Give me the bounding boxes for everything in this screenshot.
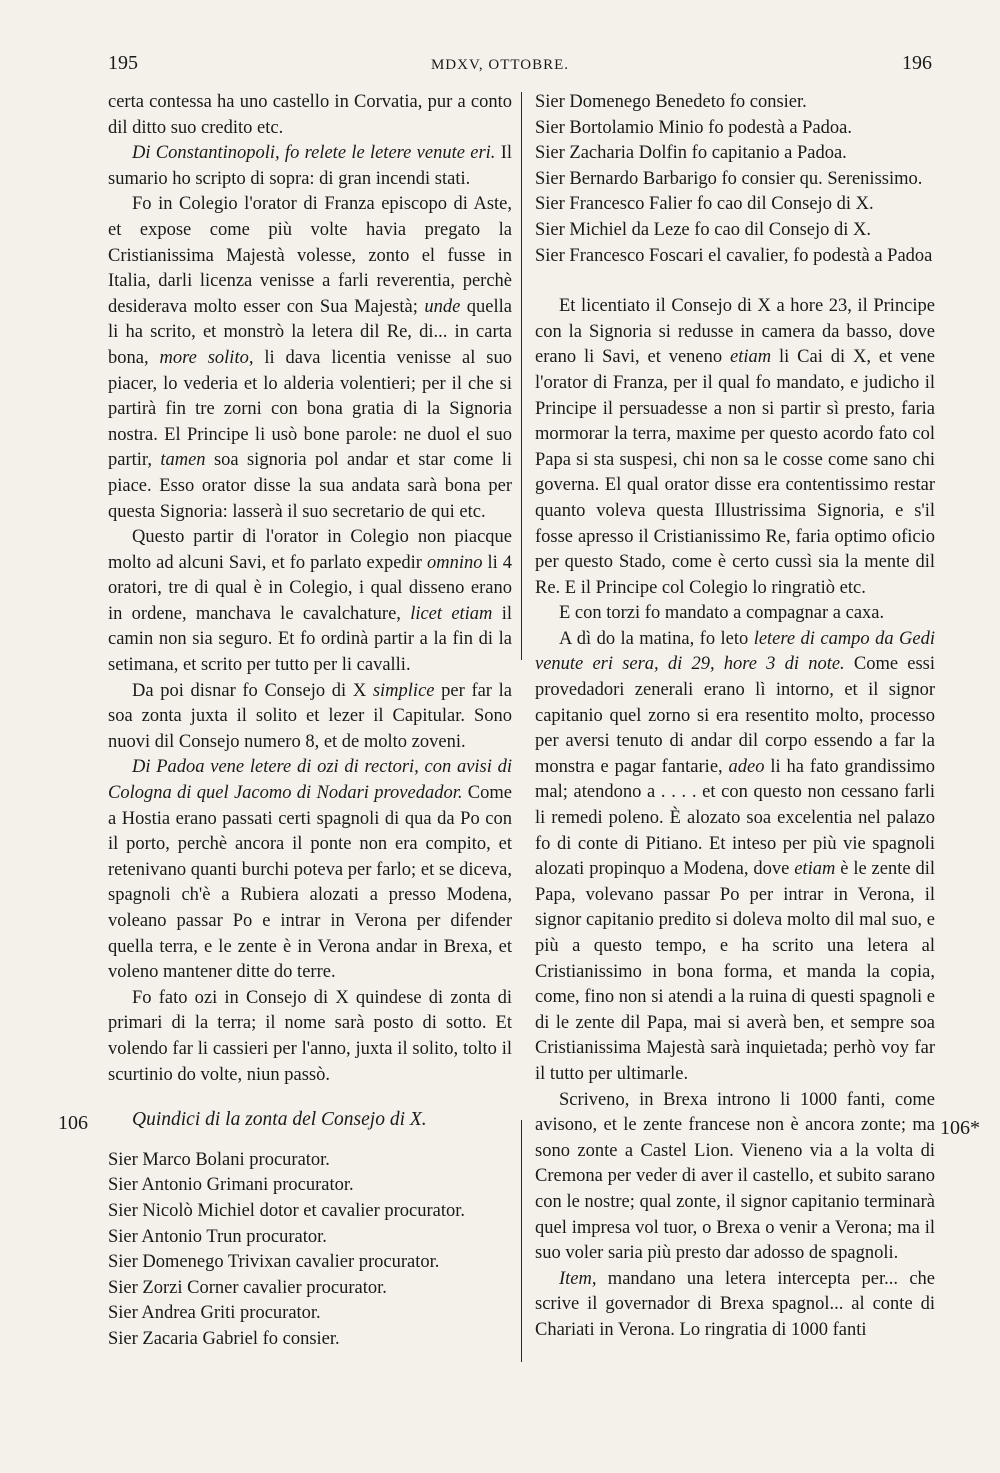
running-header: MDXV, OTTOBRE. bbox=[430, 57, 570, 73]
column-divider-lower bbox=[521, 1120, 522, 1362]
list-item: Sier Zacaria Gabriel fo consier. bbox=[108, 1328, 340, 1349]
list-item: Sier Andrea Griti procurator. bbox=[108, 1303, 321, 1324]
right-column bbox=[535, 90, 935, 1344]
list-item: Sier Michiel da Leze fo cao dil Consejo di X. bbox=[535, 219, 871, 240]
paragraph: certa contessa ha uno castello in Corvatia, pur a conto dil ditto suo credito etc. bbox=[108, 92, 512, 138]
column-divider bbox=[521, 92, 522, 660]
margin-number-right: 106* bbox=[940, 1117, 980, 1139]
paragraph: Fo in Colegio l'orator di Franza episcopo di Aste, et expose come più volte havia pregato la Cristianissima Majestà volesse, zonto el fusse in Italia, darli licenza venisse a farli reverentia, perchè desiderava molto esser con Sua Majestà; unde quella li ha scrito, et monstrò la letera dil Re, di... in carta bona, more solito, li dava licentia venisse al suo piacer, lo vederia et lo alderia volentieri; per il che si partirà fin tre zorni con bona gratia di la Signoria nostra. El Principe li usò bone parole: ne duol el suo partir, tamen soa signoria pol andar et star come li piace. Esso orator disse la sua andata sarà bona per questa Signoria: lasserà il suo secretario de qui etc. bbox=[108, 194, 513, 522]
paragraph: Item, mandano una letera intercepta per... che scrive il governador di Brexa spagnol... al conte di Chariati in Verona. Lo ringratia di 1000 fanti bbox=[535, 1268, 935, 1340]
left-column bbox=[108, 90, 512, 1353]
list-item: Sier Bortolamio Minio fo podestà a Padoa. bbox=[535, 117, 853, 138]
page-number-right: 196 bbox=[902, 52, 932, 74]
list-item: Sier Domenego Benedeto fo consier. bbox=[535, 92, 807, 112]
paragraph: Di Padoa vene letere di ozi di rectori, con avisi di Cologna di quel Jacomo di Nodari provedador. Come a Hostia erano passati certi spagnoli di qua da Po con il porto, perchè ancora il ponte non era compito, et retenivano quanti burchi poteva per farlo; et se diceva, spagnoli ch'è a Rubiera alozati a presso Modena, voleano passar Po e intrar in Verona per difender quella terra, e le zente è in Verona andar in Brexa, et voleno mantener ditte do terre. bbox=[108, 757, 512, 983]
paragraph: Et licentiato il Consejo di X a hore 23, il Principe con la Signoria si redusse in camera da basso, dove erano li Savi, et veneno etiam li Cai di X, et vene l'orator di Franza, per il qual fo mandato, e judicho il Principe il persuadesse a non si partir sì presto, faria mormorar la terra, maxime per questo acordo fato col Papa si sta suspesi, chi non sa le cosse come sano chi governa. El qual orator disse era contentissimo restar quanto voleva questa Illustrissima Signoria, e s'il fosse apresso il Cristianissimo Re, faria optimo oficio per questo Stado, come è certo cussì sia la mente dil Re. E il Principe col Colegio lo ringratiò etc. bbox=[535, 296, 936, 598]
member-list-right bbox=[535, 90, 935, 269]
paragraph: Questo partir di l'orator in Colegio non piacque molto ad alcuni Savi, et fo parlato expedir omnino li 4 oratori, tre di qual è in Colegio, i qual disseno erano in ordene, manchava le cavalchature, licet etiam il camin non sia seguro. Et fo ordinà partir a la fin di la setimana, et scrito per tutto per li cavalli. bbox=[108, 527, 513, 676]
list-item: Sier Domenego Trivixan cavalier procurator. bbox=[108, 1252, 440, 1273]
list-heading: Quindici di la zonta del Consejo di X. bbox=[132, 1109, 427, 1131]
list-item: Sier Antonio Grimani procurator. bbox=[108, 1175, 354, 1196]
list-item: Sier Zacharia Dolfin fo capitanio a Padoa. bbox=[535, 143, 847, 164]
member-list-left bbox=[108, 1148, 512, 1353]
list-item: Sier Marco Bolani procurator. bbox=[108, 1149, 330, 1170]
paragraph: E con torzi fo mandato a compagnar a caxa. bbox=[559, 603, 885, 624]
paragraph: A dì do la matina, fo leto letere di campo da Gedi venute eri sera, di 29, hore 3 di note. Come essi provedadori zenerali erano lì intorno, et il signor capitanio quel zorno si era resentito molto, processo per aversi tenuto di andar dil corpo essendo a far la monstra e pagar fantarie, adeo li ha fato grandissimo mal; atendono a . . . . et con questo non cessano farli li remedi poleno. È alozato soa excelentia nel palazo fo di conte di Pitiano. Et inteso per più vie spagnoli alozati propinquo a Modena, dove etiam è le zente dil Papa, volevano passar Po per intrar in Verona, il signor capitanio predito si doleva molto dil mal suo, e più a questo tempo, e ha scrito una letera al Cristianissimo in bona forma, et manda la copia, come, fino non si atendi a la ruina di questi spagnoli e di le zente dil Papa, mai si averà ben, et sempre soa Cristianissima Majestà sarà inquietada; perhò voy far il tutto per ultimarle. bbox=[535, 628, 935, 1084]
margin-number-left: 106 bbox=[58, 1112, 88, 1134]
list-item: Sier Francesco Falier fo cao dil Consejo di X. bbox=[535, 194, 874, 215]
paragraph: Di Constantinopoli, fo relete le letere venute eri. Il sumario ho scripto di sopra: di gran incendi stati. bbox=[108, 143, 512, 189]
list-item: Sier Antonio Trun procurator. bbox=[108, 1226, 327, 1247]
list-item: Sier Nicolò Michiel dotor et cavalier procurator. bbox=[108, 1200, 466, 1221]
spacer bbox=[535, 269, 935, 294]
list-item: Sier Zorzi Corner cavalier procurator. bbox=[108, 1277, 387, 1298]
list-item: Sier Bernardo Barbarigo fo consier qu. Serenissimo. bbox=[535, 168, 923, 189]
page-number-left: 195 bbox=[108, 52, 138, 74]
paragraph: Da poi disnar fo Consejo di X simplice per far la soa zonta juxta il solito et lezer il Capitular. Sono nuovi dil Consejo numero 8, et de molto zoveni. bbox=[108, 680, 512, 752]
paragraph: Scriveno, in Brexa introno li 1000 fanti, come avisono, et le zente francese non è ancora zonte; ma sono zonte a Castel Lion. Vieneno via a la volta di Cremona per veder di aver il castello, et subito sarano con le nostre; qual zonte, il signor capitanio terminarà quel impresa vol tuor, o Brexa o venir a Verona; ma il suo voler saria più presto dar adosso de spagnoli. bbox=[535, 1089, 935, 1264]
paragraph: Fo fato ozi in Consejo di X quindese di zonta di primari di la terra; il nome sarà posto di sotto. Et volendo far li cassieri per l'anno, juxta il solito, tolto il scurtinio do volte, niun passò. bbox=[108, 987, 512, 1085]
list-item: Sier Francesco Foscari el cavalier, fo podestà a Padoa bbox=[535, 245, 933, 266]
